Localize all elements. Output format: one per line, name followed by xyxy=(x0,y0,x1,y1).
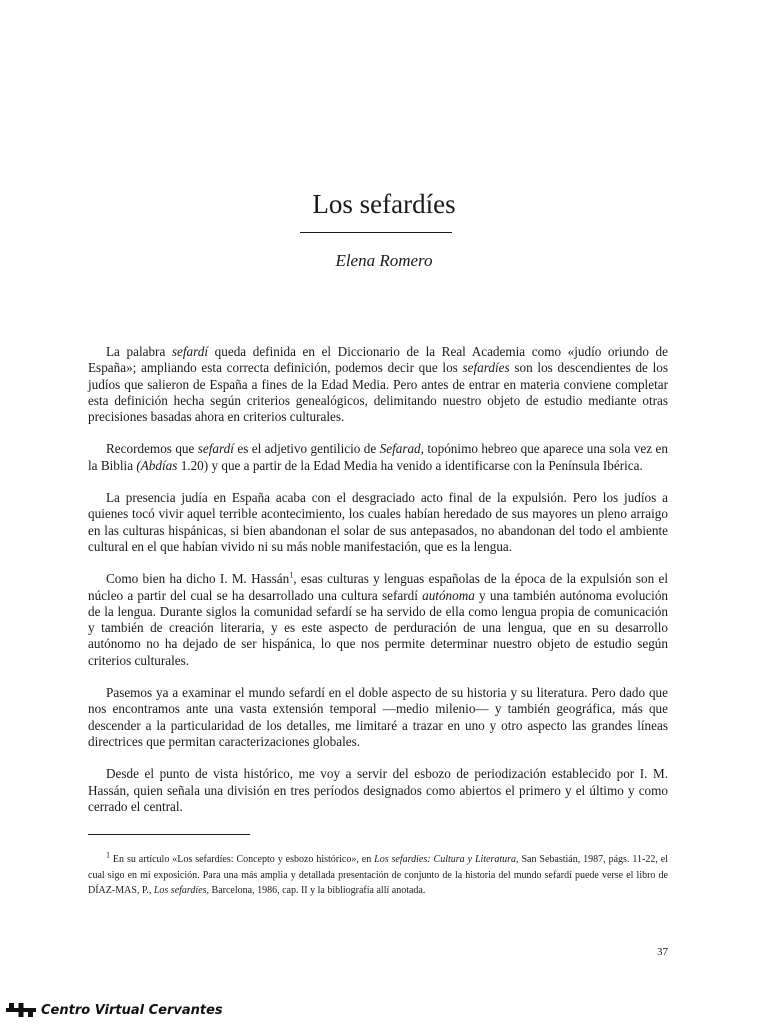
text-run: Recordemos que xyxy=(106,441,198,457)
paragraph xyxy=(88,344,668,425)
paragraph xyxy=(88,571,668,669)
paragraph xyxy=(88,490,668,555)
italic-text: sefardí xyxy=(197,441,234,457)
text-run: son los descendientes de los judíos que salieron de España a fines de la Edad Media. Pero antes de entrar en materia conviene completar esta definición hecha según criterios genealógicos, delimitando nuestro objeto de estudio mediante otras precisiones basadas ahora en criterios culturales. xyxy=(88,360,669,425)
italic-text: autónoma xyxy=(422,587,475,603)
text-run: La presencia judía en España acaba con el desgraciado acto final de la expulsión. Pero los judíos a quienes tocó vivir aquel terrible acontecimiento, los cuales habían heredado de sus mayores un pleno arraigo en las culturas hispánicas, si bien abandonan el solar de sus antepasados, no abandonan del todo el ambiente cultural en el que habían vivido ni su más noble manifestación, que es la lengua. xyxy=(88,490,668,554)
footnote xyxy=(88,852,668,899)
footnote-divider xyxy=(88,834,250,835)
text-run: 1.20) y que a partir de la Edad Media ha venido a identificarse con la Península Ibérica. xyxy=(177,457,643,473)
cervantes-logo-icon xyxy=(6,1000,36,1020)
page-title: Los sefardíes xyxy=(312,189,456,219)
text-run: Desde el punto de vista histórico, me voy a servir del esbozo de periodización establecido por I. M. Hassán, quien señala una división en tres períodos designados como abiertos el primero y el último y como cerrado el central. xyxy=(88,766,668,814)
footer-brand[interactable] xyxy=(6,998,223,1022)
text-run: topónimo hebreo que aparece una sola vez en la Biblia xyxy=(88,441,668,473)
title-divider xyxy=(300,232,452,233)
italic-text: Los sefardíes: Cultura y Literatura, xyxy=(374,854,519,865)
footnote-marker: 1 xyxy=(289,570,294,580)
text-run: queda definida en el Diccionario de la Real Academia como «judío oriundo de España»; ampliando esta correcta definición, podemos decir que los xyxy=(88,344,669,376)
article-body xyxy=(88,344,668,831)
paragraph xyxy=(88,685,668,750)
author-name: Elena Romero xyxy=(335,251,433,270)
italic-text: (Abdías xyxy=(136,457,178,473)
text-run: Como bien ha dicho I. M. Hassán xyxy=(106,571,290,587)
page-number: 37 xyxy=(657,946,668,958)
text-run: es el adjetivo gentilicio de xyxy=(233,441,380,457)
paragraph xyxy=(88,766,668,815)
text-run: , esas culturas y lenguas españolas de la época de la expulsión son el núcleo a partir del cual se ha desarrollado una cultura sefardí xyxy=(88,571,668,603)
text-run: La palabra xyxy=(106,344,172,359)
italic-text: sefardíes xyxy=(462,360,510,376)
text-run: Barcelona, 1986, cap. II y la bibliografía allí anotada. xyxy=(209,885,426,896)
text-run: En su artículo «Los sefardíes: Concepto y esbozo histórico», en xyxy=(110,854,375,865)
text-run: Pasemos ya a examinar el mundo sefardí en el doble aspecto de su historia y su literatura. Pero dado que nos encontramos ante una vasta extensión temporal —medio milenio— y también geográfica, más que descender a la particularidad de los detalles, me limitaré a trazar en uno y otro aspecto las grandes líneas directrices que permitan caracterizaciones globales. xyxy=(88,685,668,749)
footnote-marker: 1 xyxy=(106,850,110,860)
italic-text: sefardí xyxy=(171,344,209,359)
brand-name: Centro Virtual Cervantes xyxy=(41,1002,223,1018)
text-run: San Sebastián, 1987, págs. 11-22, el cual sigo en mi exposición. Para una más amplia y detallada presentación de conjunto de la historia del mundo sefardí puede verse el libro de DÍAZ-MAS, P., xyxy=(88,854,668,896)
text-run: y una también autónoma evolución de la lengua. Durante siglos la comunidad sefardí se ha servido de ella como lengua propia de comunicación y también de creación literaria, y es este aspecto de perduración de una lengua, que en su desarrollo autónomo no ha dejado de ser hispánica, lo que nos permite determinar nuestro objeto de estudio según criterios culturales. xyxy=(88,587,669,668)
paragraph xyxy=(88,441,668,474)
italic-text: Los sefardíes, xyxy=(153,885,210,896)
italic-text: Sefarad, xyxy=(379,441,424,457)
